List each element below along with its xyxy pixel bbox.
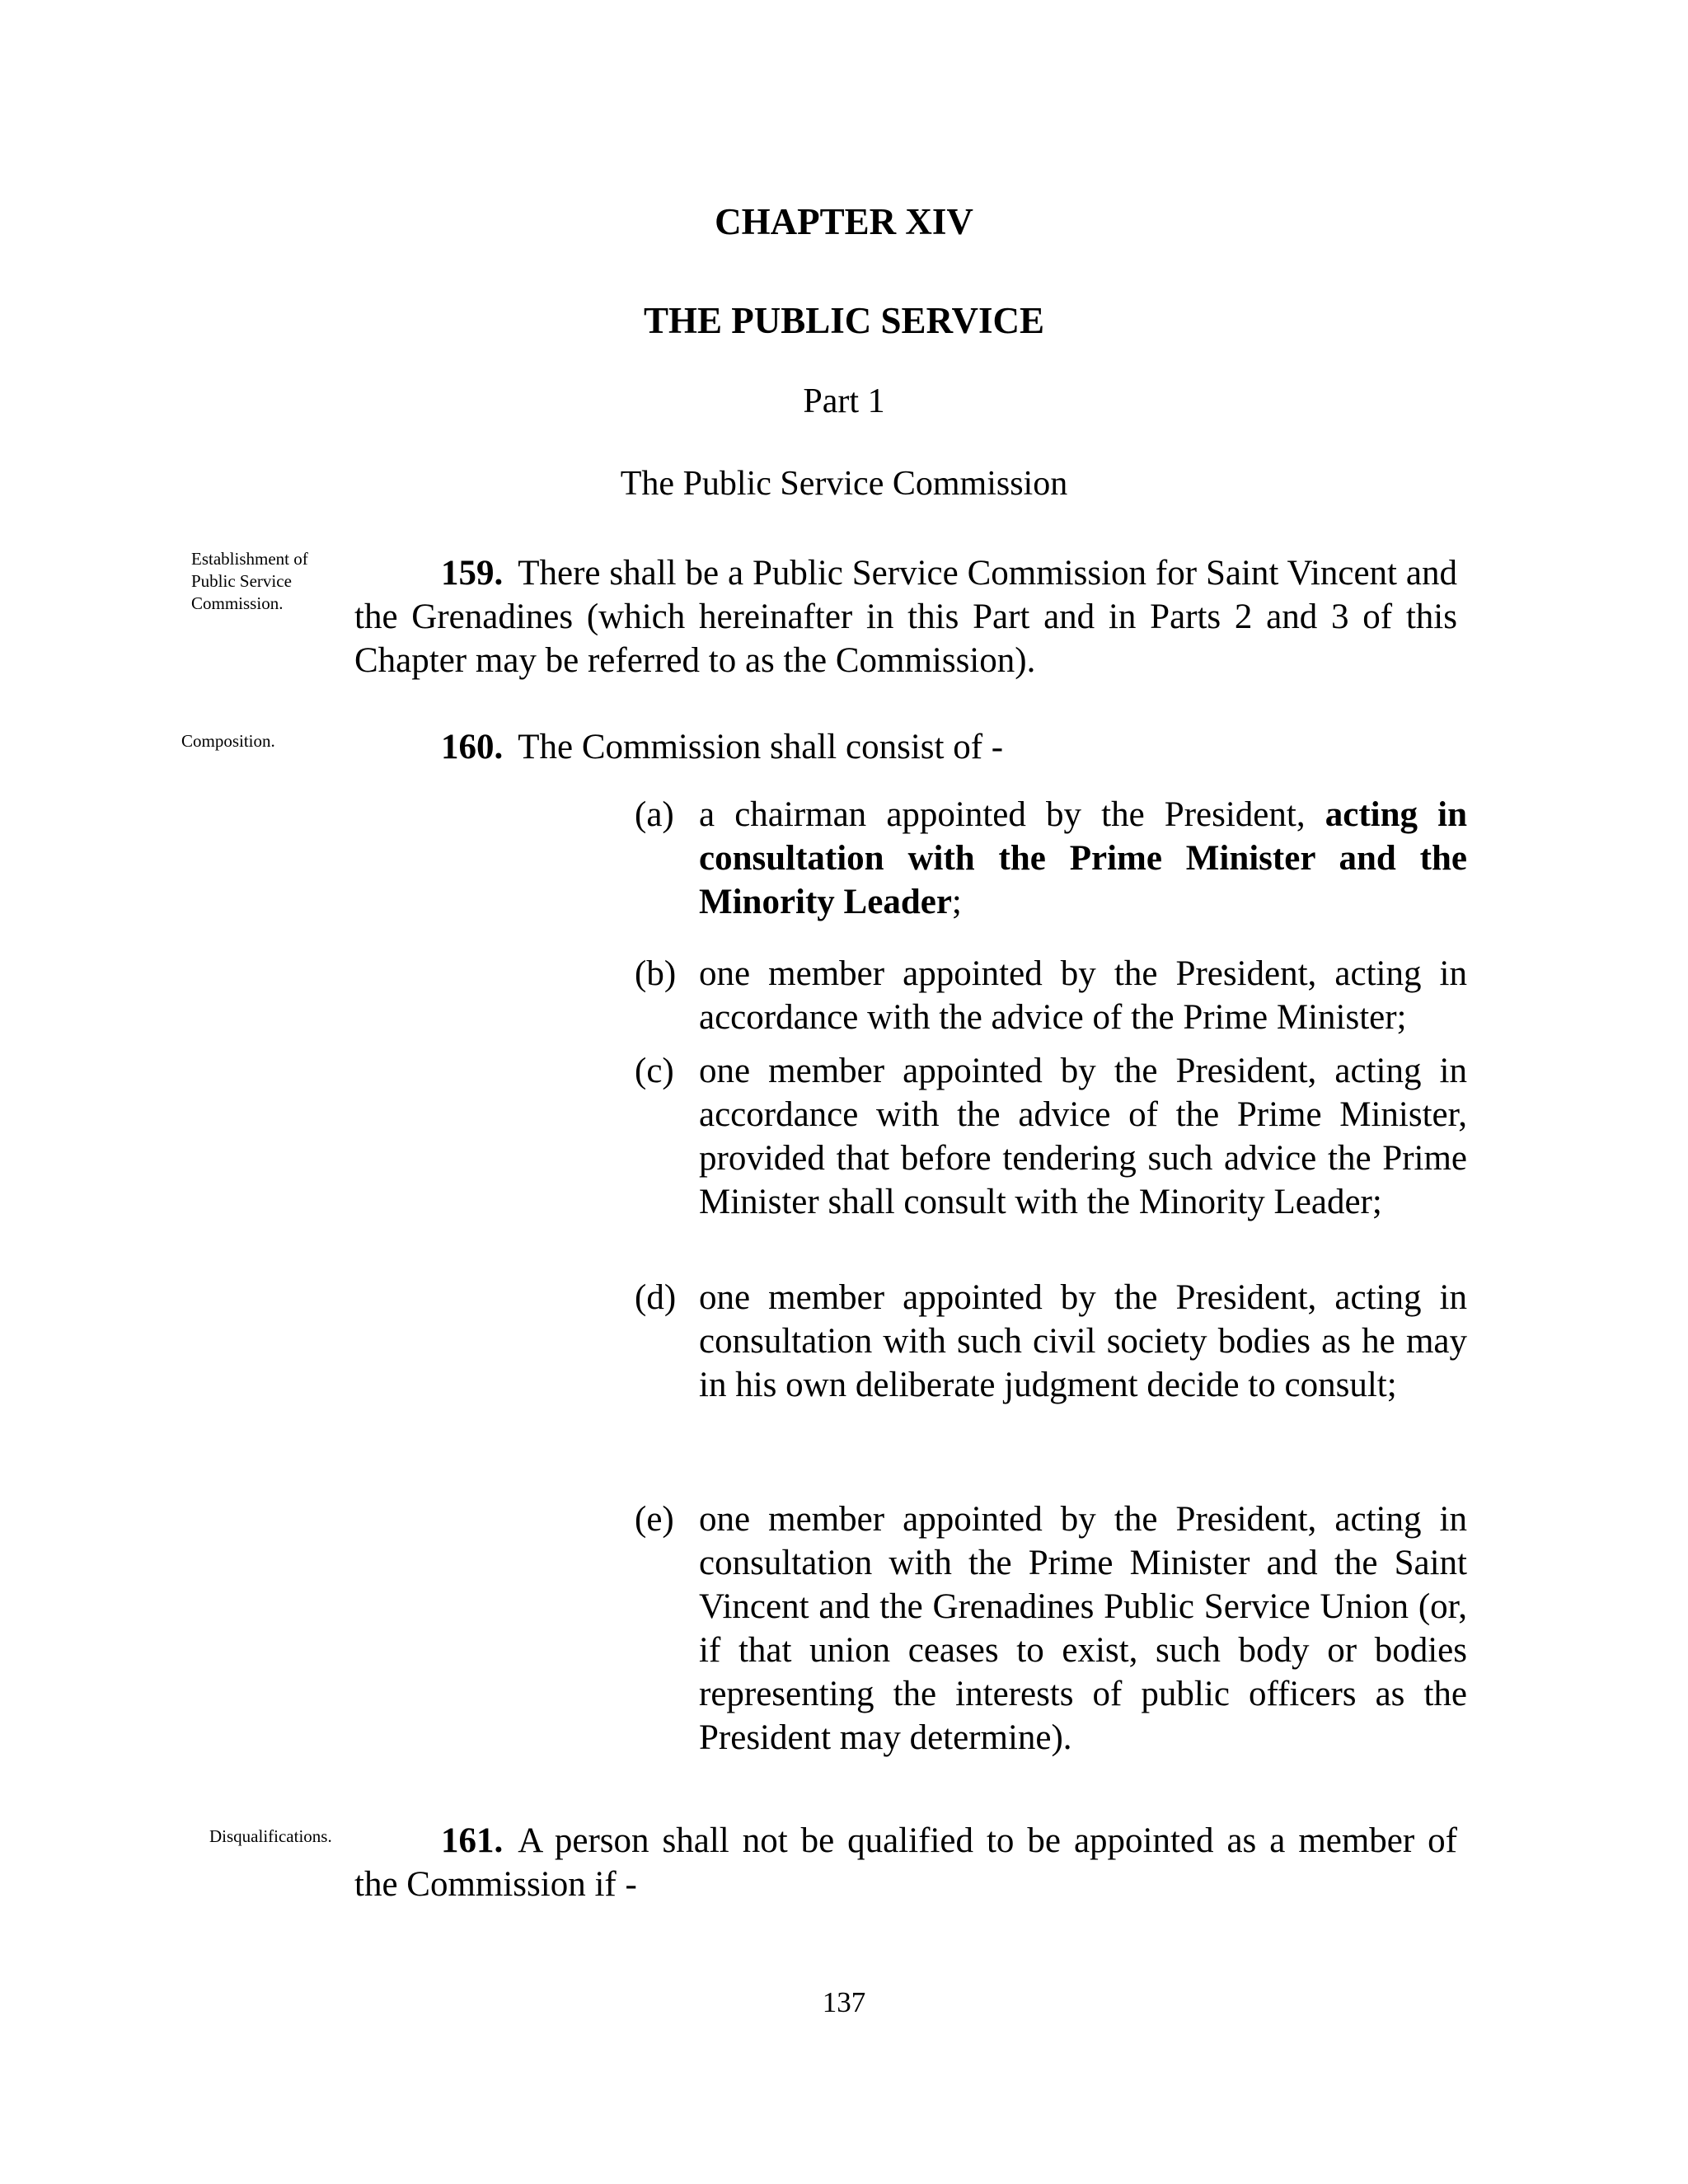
item-text: one member appointed by the President, acting in consultation with such civil society bodies as he may in his own deliberate judgment decide to consult; [699,1278,1467,1404]
margin-note-composition: Composition. [181,731,275,751]
section-number: 160. [441,728,504,766]
section-number: 159. [441,554,504,593]
part-subtitle: The Public Service Commission [620,465,1068,503]
section-text: There shall be a Public Service Commission for Saint Vincent and the Grenadines (which hereinafter in this Part and in Parts 2 and 3 of this Chapter may be referred to as the Commission). [354,554,1457,680]
chapter-title: THE PUBLIC SERVICE [643,300,1045,341]
item-label: (a) [635,795,674,834]
margin-note-disqualifications: Disqualifications. [209,1826,332,1846]
section-text: The Commission shall consist of - [518,728,1004,766]
item-label: (e) [635,1500,674,1539]
item-text: one member appointed by the President, acting in consultation with the Prime Minister and the Saint Vincent and the Grenadines Public Service Union (or, if that union ceases to exist, such body or bodies representing the interests of public officers as the President may determine). [699,1500,1467,1757]
section-text: A person shall not be qualified to be appointed as a member of the Commission if - [354,1821,1457,1904]
item-text-plain: a chairman appointed by the President, [699,795,1325,834]
item-text [699,793,1467,924]
item-text-bold: acting in consultation with the Prime Minister and the Minority Leader [699,795,1467,921]
section-160 [354,725,1457,769]
item-text: one member appointed by the President, acting in accordance with the advice of the Prime Minister; [699,954,1467,1037]
item-text-end: ; [951,883,962,921]
section-number: 161. [441,1821,504,1860]
item-label: (d) [635,1278,677,1317]
section-161 [354,1819,1457,1906]
section-159 [354,551,1457,682]
page-number: 137 [822,1986,866,2018]
item-label: (c) [635,1052,674,1090]
item-text: one member appointed by the President, acting in accordance with the advice of the Prime Minister, provided that before tendering such advice the Prime Minister shall consult with the Minority Leader; [699,1052,1467,1221]
margin-note-establishment: Establishment of Public Service Commission. [191,549,308,613]
part-heading: Part 1 [803,382,885,420]
item-label: (b) [635,954,677,993]
chapter-heading: CHAPTER XIV [715,201,973,242]
